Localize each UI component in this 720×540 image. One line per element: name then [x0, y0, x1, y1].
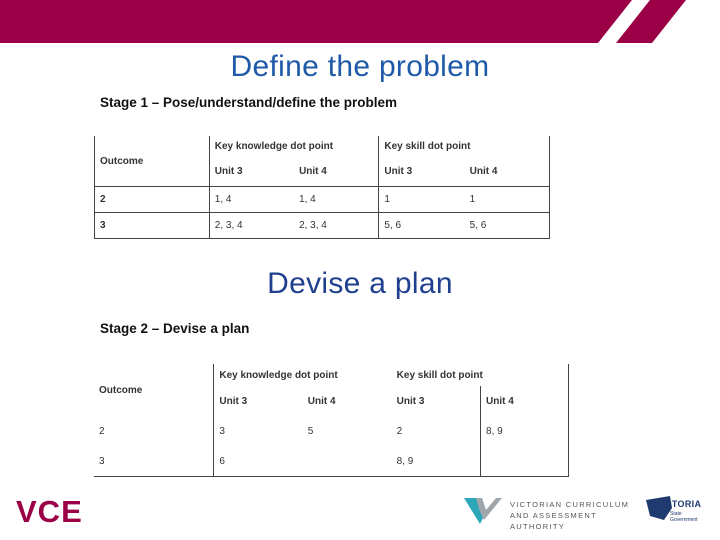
table-cell: 1 [379, 187, 465, 213]
stripe-2 [652, 0, 720, 43]
key-skill-header: Key skill dot point [379, 136, 550, 156]
table-cell: 8, 9 [481, 416, 569, 446]
slide-title-define: Define the problem [230, 50, 490, 83]
table-cell: 2 [396, 425, 403, 437]
table-cell: 5 [307, 425, 314, 437]
table-cell: 8, 9 [392, 446, 481, 477]
table-cell: 1, 4 [209, 187, 294, 213]
vcaa-line-1: VICTORIAN CURRICULUM [510, 500, 630, 509]
stage2-table [94, 364, 569, 477]
stripe-1 [598, 0, 650, 43]
key-skill-header: Key skill dot point [392, 364, 569, 386]
victoria-subtext [670, 511, 698, 523]
table-cell [303, 446, 392, 477]
table-cell: 6 [214, 446, 303, 477]
table-row [95, 213, 550, 239]
top-bar-stripes [0, 0, 720, 43]
vcaa-emblem-icon [462, 494, 506, 528]
vcaa-line-2: AND ASSESSMENT AUTHORITY [510, 511, 597, 531]
outcome-cell: 3 [94, 446, 214, 477]
outcome-cell: 3 [95, 213, 210, 239]
subheader-unit: Unit 4 [481, 386, 569, 416]
stage1-heading: Stage 1 – Pose/understand/define the problem [100, 95, 398, 110]
outcome-header: Outcome [95, 136, 210, 187]
victoria-government-logo [644, 494, 708, 528]
subheader-unit: Unit 4 [299, 165, 327, 177]
vcaa-logo [462, 494, 632, 531]
subheader-unit: Unit 4 [465, 156, 550, 187]
table-cell: 5, 6 [465, 213, 550, 239]
slide-title-devise: Devise a plan [267, 267, 453, 300]
table-cell: 1, 4 [294, 187, 379, 213]
subheader-unit: Unit 4 [307, 395, 336, 407]
table-cell: 1 [465, 187, 550, 213]
vce-logo: VCE [16, 494, 83, 529]
victoria-wordmark: VICTORIA [656, 499, 702, 509]
subheader-unit: Unit 3 [379, 156, 465, 187]
table-cell: 2, 3, 4 [294, 213, 379, 239]
victoria-sub-2: Government [670, 517, 698, 523]
table-cell: 2, 3, 4 [209, 213, 294, 239]
subheader-unit: Unit 3 [209, 156, 294, 187]
stage1-table [94, 136, 550, 239]
table-row [95, 187, 550, 213]
vcaa-wordmark [510, 499, 632, 532]
top-brand-bar [0, 0, 720, 43]
table-cell [481, 446, 569, 477]
outcome-cell: 2 [99, 425, 105, 437]
outcome-cell: 2 [95, 187, 210, 213]
key-knowledge-header: Key knowledge dot point [214, 364, 392, 386]
table-cell: 3 [214, 416, 303, 446]
outcome-header: Outcome [99, 384, 143, 396]
subheader-unit: Unit 3 [214, 386, 303, 416]
subheader-unit: Unit 3 [396, 395, 425, 407]
table-row [94, 446, 569, 477]
table-row [94, 416, 569, 446]
key-knowledge-header: Key knowledge dot point [209, 136, 379, 156]
stage2-heading: Stage 2 – Devise a plan [100, 321, 250, 336]
table-cell: 5, 6 [379, 213, 465, 239]
victoria-sub-1: State [670, 511, 682, 517]
